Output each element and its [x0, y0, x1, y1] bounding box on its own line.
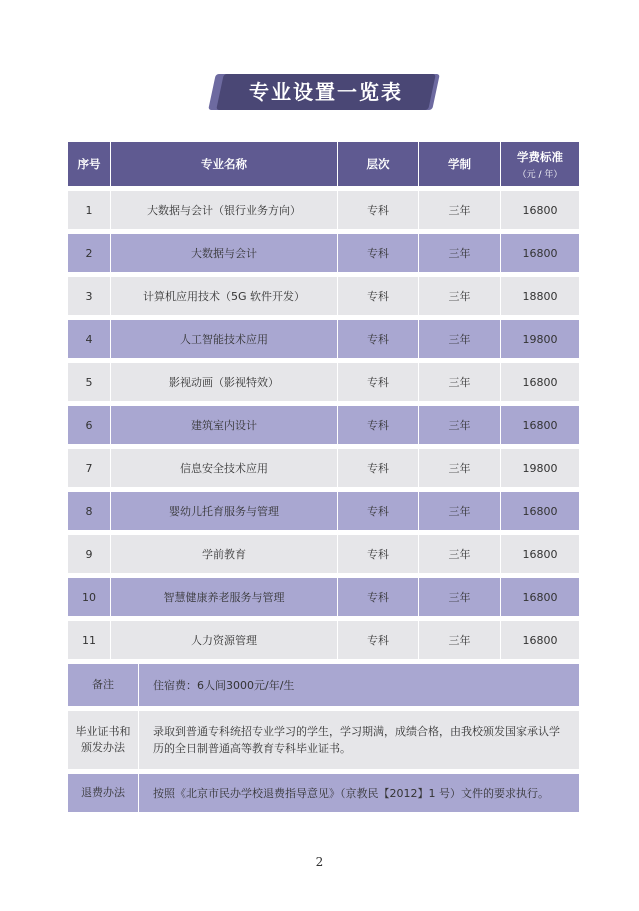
cell-major: 人力资源管理 [110, 621, 337, 659]
cell-fee: 16800 [500, 363, 579, 401]
table-row [68, 492, 579, 530]
cell-no: 11 [68, 621, 110, 659]
refund-text: 按照《北京市民办学校退费指导意见》（京教民【2012】1 号）文件的要求执行。 [138, 774, 579, 812]
cell-no: 7 [68, 449, 110, 487]
header-no: 序号 [68, 142, 110, 186]
certificate-label-line1: 毕业证书和 [75, 725, 131, 738]
cell-duration: 三年 [418, 621, 500, 659]
page-number: 2 [315, 855, 324, 869]
cell-major: 影视动画（影视特效） [110, 363, 337, 401]
cell-level: 专科 [337, 320, 418, 358]
header-duration: 学制 [418, 142, 500, 186]
majors-table [68, 137, 579, 664]
table-row [68, 191, 579, 229]
footer-table [68, 659, 579, 817]
cell-level: 专科 [337, 406, 418, 444]
cell-no: 9 [68, 535, 110, 573]
table-row [68, 535, 579, 573]
cell-major: 学前教育 [110, 535, 337, 573]
cell-level: 专科 [337, 363, 418, 401]
table-row [68, 578, 579, 616]
title-banner [212, 72, 440, 112]
cell-duration: 三年 [418, 320, 500, 358]
cell-fee: 16800 [500, 234, 579, 272]
cell-fee: 19800 [500, 449, 579, 487]
header-fee [500, 142, 579, 186]
note-label: 备注 [68, 664, 138, 706]
cell-no: 3 [68, 277, 110, 315]
cell-major: 计算机应用技术（5G 软件开发） [110, 277, 337, 315]
table-row [68, 449, 579, 487]
cell-duration: 三年 [418, 191, 500, 229]
cell-duration: 三年 [418, 406, 500, 444]
cell-no: 1 [68, 191, 110, 229]
cell-fee: 16800 [500, 406, 579, 444]
header-fee-label: 学费标准 [517, 149, 563, 164]
table-row [68, 621, 579, 659]
certificate-row [68, 711, 579, 769]
certificate-label [68, 711, 138, 769]
cell-duration: 三年 [418, 363, 500, 401]
certificate-label-line2: 颁发办法 [81, 741, 125, 754]
cell-major: 智慧健康养老服务与管理 [110, 578, 337, 616]
table-row [68, 320, 579, 358]
cell-fee: 16800 [500, 578, 579, 616]
cell-level: 专科 [337, 621, 418, 659]
cell-major: 信息安全技术应用 [110, 449, 337, 487]
cell-duration: 三年 [418, 277, 500, 315]
cell-no: 10 [68, 578, 110, 616]
cell-no: 8 [68, 492, 110, 530]
cell-major: 婴幼儿托育服务与管理 [110, 492, 337, 530]
cell-fee: 16800 [500, 492, 579, 530]
cell-fee: 16800 [500, 621, 579, 659]
table-row [68, 277, 579, 315]
cell-no: 5 [68, 363, 110, 401]
cell-major: 大数据与会计（银行业务方向） [110, 191, 337, 229]
cell-duration: 三年 [418, 234, 500, 272]
table-header-row [68, 142, 579, 186]
cell-no: 2 [68, 234, 110, 272]
cell-duration: 三年 [418, 535, 500, 573]
cell-no: 4 [68, 320, 110, 358]
cell-major: 大数据与会计 [110, 234, 337, 272]
table-row [68, 363, 579, 401]
cell-duration: 三年 [418, 578, 500, 616]
note-text: 住宿费：6人间3000元/年/生 [138, 664, 579, 706]
cell-fee: 19800 [500, 320, 579, 358]
cell-level: 专科 [337, 535, 418, 573]
cell-major: 人工智能技术应用 [110, 320, 337, 358]
refund-row [68, 774, 579, 812]
table-row [68, 406, 579, 444]
cell-level: 专科 [337, 578, 418, 616]
header-fee-unit: （元 / 年） [517, 169, 563, 180]
cell-level: 专科 [337, 449, 418, 487]
header-level: 层次 [337, 142, 418, 186]
cell-fee: 16800 [500, 191, 579, 229]
header-major: 专业名称 [110, 142, 337, 186]
cell-fee: 16800 [500, 535, 579, 573]
cell-level: 专科 [337, 277, 418, 315]
cell-level: 专科 [337, 191, 418, 229]
cell-fee: 18800 [500, 277, 579, 315]
note-row [68, 664, 579, 706]
table-row [68, 234, 579, 272]
cell-level: 专科 [337, 492, 418, 530]
cell-major: 建筑室内设计 [110, 406, 337, 444]
cell-no: 6 [68, 406, 110, 444]
refund-label: 退费办法 [68, 774, 138, 812]
cell-duration: 三年 [418, 449, 500, 487]
certificate-text: 录取到普通专科统招专业学习的学生，学习期满，成绩合格，由我校颁发国家承认学历的全日制普通高等教育专科毕业证书。 [138, 711, 579, 769]
cell-duration: 三年 [418, 492, 500, 530]
page-title: 专业设置一览表 [249, 80, 403, 104]
cell-level: 专科 [337, 234, 418, 272]
